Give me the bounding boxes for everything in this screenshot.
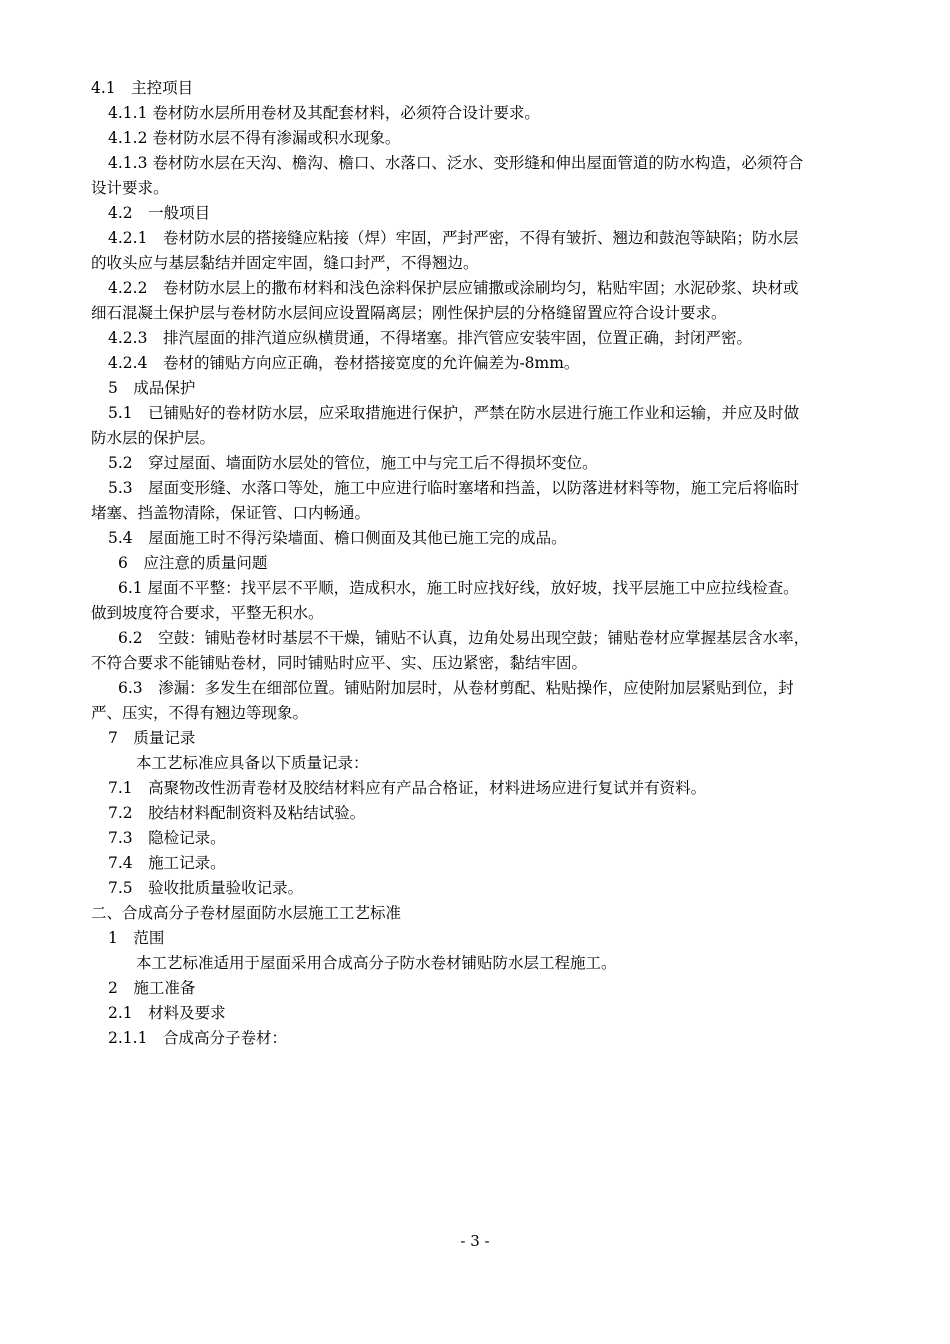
clause-4-2-4: 4.2.4 卷材的铺贴方向应正确，卷材搭接宽度的允许偏差为-8mm。: [108, 354, 580, 372]
clause-5-3-cont: 堵塞、挡盖物清除，保证管、口内畅通。: [91, 504, 371, 522]
heading-5: 5 成品保护: [108, 379, 196, 397]
heading-4-1: 4.1 主控项目: [91, 79, 194, 97]
heading-2-1: 2.1 材料及要求: [108, 1004, 226, 1022]
clause-5-1-cont: 防水层的保护层。: [91, 429, 216, 447]
scope-text: 本工艺标准适用于屋面采用合成高分子防水卷材铺贴防水层工程施工。: [136, 954, 617, 972]
section-2-title: 二、合成高分子卷材屋面防水层施工工艺标准: [91, 904, 402, 922]
clause-5-4: 5.4 屋面施工时不得污染墙面、檐口侧面及其他已施工完的成品。: [108, 529, 567, 547]
clause-4-1-3: 4.1.3 卷材防水层在天沟、檐沟、檐口、水落口、泛水、变形缝和伸出屋面管道的防水构造，必须符合: [108, 154, 804, 172]
clause-5-3: 5.3 屋面变形缝、水落口等处，施工中应进行临时塞堵和挡盖，以防落进材料等物，施工完后将临时: [108, 479, 800, 497]
heading-2-1-1: 2.1.1 合成高分子卷材：: [108, 1029, 287, 1047]
clause-5-1: 5.1 已铺贴好的卷材防水层，应采取措施进行保护，严禁在防水层进行施工作业和运输，并应及时做: [108, 404, 800, 422]
clause-4-2-3: 4.2.3 排汽屋面的排汽道应纵横贯通，不得堵塞。排汽管应安装牢固，位置正确，封闭严密。: [108, 329, 752, 347]
clause-4-2-1: 4.2.1 卷材防水层的搭接缝应粘接（焊）牢固，严封严密，不得有皱折、翘边和鼓泡等缺陷；防水层: [108, 229, 799, 247]
clause-4-1-3-cont: 设计要求。: [91, 179, 169, 197]
heading-6: 6 应注意的质量问题: [118, 554, 268, 572]
clause-7-5: 7.5 验收批质量验收记录。: [108, 879, 304, 897]
clause-7-4: 7.4 施工记录。: [108, 854, 226, 872]
clause-6-3-cont: 严、压实，不得有翘边等现象。: [91, 704, 309, 722]
clause-4-2-2: 4.2.2 卷材防水层上的撒布材料和浅色涂料保护层应铺撒或涂刷均匀，粘贴牢固；水泥砂浆、块材或: [108, 279, 799, 297]
clause-6-1: 6.1 屋面不平整：找平层不平顺，造成积水，施工时应找好线，放好坡，找平层施工中应拉线检查。: [118, 579, 799, 597]
heading-7: 7 质量记录: [108, 729, 196, 747]
clause-5-2: 5.2 穿过屋面、墙面防水层处的管位，施工中与完工后不得损坏变位。: [108, 454, 598, 472]
clause-6-2: 6.2 空鼓：铺贴卷材时基层不干燥，铺贴不认真，边角处易出现空鼓；铺贴卷材应掌握基层含水率，: [118, 629, 810, 647]
page-number: - 3 -: [460, 1232, 490, 1250]
heading-1-scope: 1 范围: [108, 929, 165, 947]
clause-7-1: 7.1 高聚物改性沥青卷材及胶结材料应有产品合格证，材料进场应进行复试并有资料。: [108, 779, 707, 797]
clause-4-1-1: 4.1.1 卷材防水层所用卷材及其配套材料，必须符合设计要求。: [108, 104, 540, 122]
clause-6-2-cont: 不符合要求不能铺贴卷材，同时铺贴时应平、实、压边紧密，黏结牢固。: [91, 654, 588, 672]
clause-4-2-2-cont: 细石混凝土保护层与卷材防水层间应设置隔离层；刚性保护层的分格缝留置应符合设计要求。: [91, 304, 727, 322]
clause-7-2: 7.2 胶结材料配制资料及粘结试验。: [108, 804, 366, 822]
section-7-intro: 本工艺标准应具备以下质量记录：: [136, 754, 369, 772]
clause-6-1-cont: 做到坡度符合要求，平整无积水。: [91, 604, 324, 622]
heading-2-preparation: 2 施工准备: [108, 979, 196, 997]
clause-4-2-1-cont: 的收头应与基层黏结并固定牢固，缝口封严，不得翘边。: [91, 254, 479, 272]
clause-4-1-2: 4.1.2 卷材防水层不得有渗漏或积水现象。: [108, 129, 401, 147]
heading-4-2: 4.2 一般项目: [108, 204, 211, 222]
clause-6-3: 6.3 渗漏：多发生在细部位置。铺贴附加层时，从卷材剪配、粘贴操作，应使附加层紧贴到位，封: [118, 679, 794, 697]
clause-7-3: 7.3 隐检记录。: [108, 829, 226, 847]
